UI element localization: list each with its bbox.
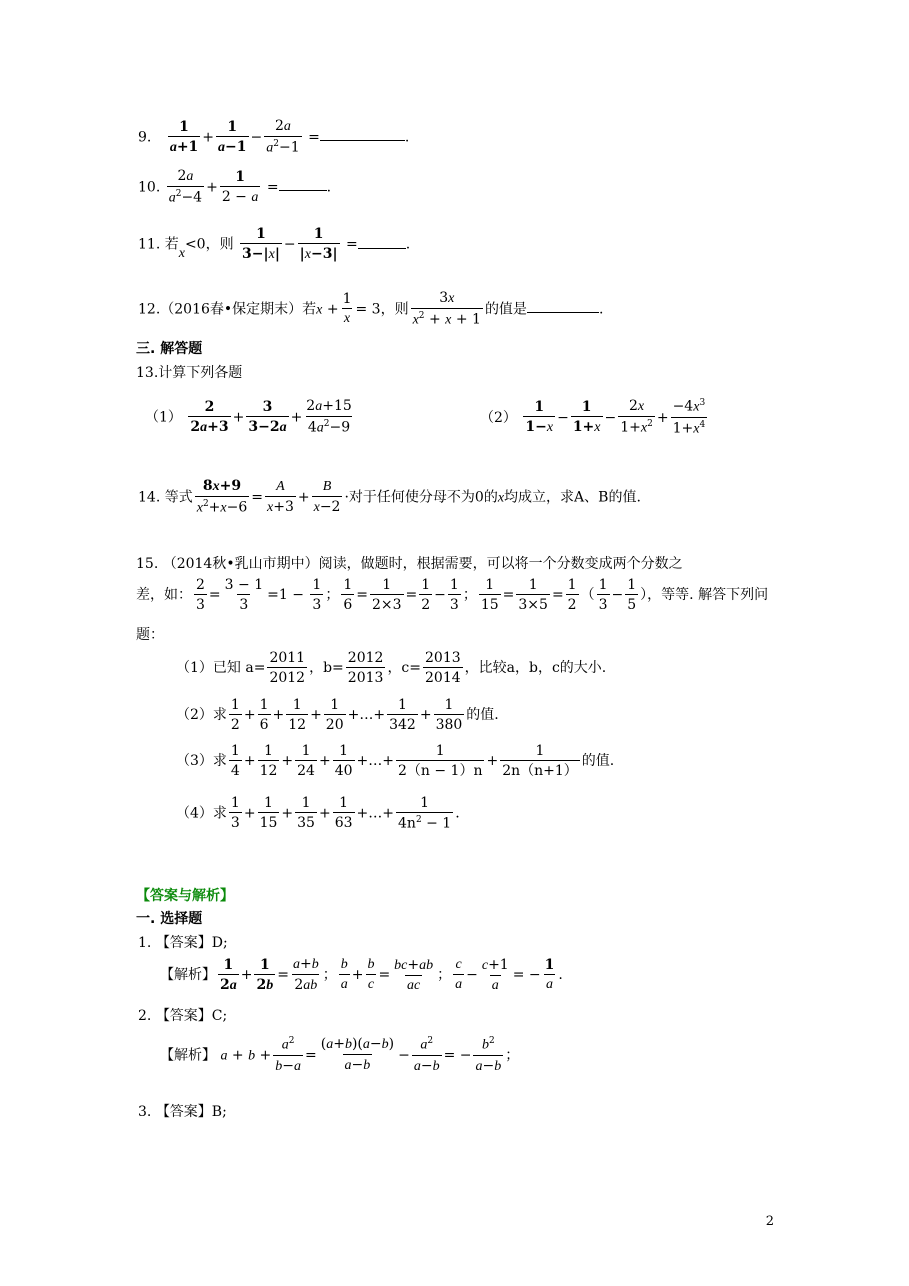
fraction: $\frac{2a}{a^2-1}$ [266,118,300,156]
fraction: $\frac{2012}{2013}$ [347,650,384,687]
q9-label: 9. [138,129,152,146]
question-15-line3: 题： [136,627,164,643]
fraction: $\frac{1}{6}$ [259,697,269,734]
fraction: $\frac{3x}{x^2 + x + 1}$ [412,290,481,328]
fraction: $\frac{A}{x+3}$ [267,478,294,515]
question-13-title: 13.计算下列各题 [136,365,243,381]
question-14: 14. 等式 $\frac{8x+9}{x^2+x-6}$ = $\frac{A}{x+3}$ + $\frac{B}{x-2}$ ·对于任何使分母不为0的x均成立，求A、B的值. [138,478,641,516]
fraction: $\frac{b}{a}$ [340,957,348,993]
fraction: $\frac{2011}{2012}$ [269,650,306,687]
fraction: $\frac{1}{x}$ [342,291,352,327]
fraction: $\frac{2}{3}$ [196,577,205,614]
fraction: $\frac{c}{a}$ [455,957,463,993]
fraction: $\frac{1}{35}$ [297,795,315,832]
question-15-sub4: （4）求 $\frac{1}{3}$ + $\frac{1}{15}$ + $\frac{1}{35}$ + $\frac{1}{63}$ +…+ $\frac{1}{4n^2 - 1}$ . [176,795,460,832]
fraction: $\frac{1}{2a}$ [220,956,237,993]
fraction: $\frac{3 - 1}{3}$ [224,577,264,614]
fraction: $\frac{1}{2b}$ [256,956,274,993]
question-15-sub2: （2）求 $\frac{1}{2}$ + $\frac{1}{6}$ + $\frac{1}{12}$ + $\frac{1}{20}$ +…+ $\frac{1}{342}$ + $\frac{1}{380}$ 的值. [176,697,499,734]
fraction: $\frac{1}{a}$ [544,957,555,993]
fraction: $\frac{a^2}{b-a}$ [275,1036,302,1074]
fraction: $\frac{a^2}{a-b}$ [413,1036,440,1074]
question-15-line1: 15. （2014秋•乳山市期中）阅读，做题时，根据需要，可以将一个分数变成两个分数之 [136,556,683,572]
question-15-sub1: （1）已知 a= $\frac{2011}{2012}$ ，b= $\frac{2012}{2013}$ ，c= $\frac{2013}{2014}$ ，比较a，b，c的大小. [176,650,607,687]
fraction: $\frac{c+1}{a}$ [481,956,509,993]
question-12: 12.（2016春•保定期末）若x + $\frac{1}{x}$ = 3，则 $\frac{3x}{x^2 + x + 1}$ 的值是 . [138,290,604,328]
question-13-part2: （2） $\frac{1}{1-x}$ − $\frac{1}{1+x}$ − $\frac{2x}{1+x^2}$ + $\frac{-4x^3}{1+x^4}$ [480,398,706,437]
answers-title: 【答案与解析】 [136,888,234,904]
fraction: $\frac{1}{12}$ [259,743,278,780]
fraction: $\frac{1}{3-|x|}$ [242,226,280,263]
fraction: $\frac{1}{40}$ [334,743,353,780]
fraction: $\frac{b}{c}$ [367,957,375,993]
fraction: $\frac{1}{1+x}$ [572,399,601,436]
fraction: $\frac{(a+b)(a-b)}{a-b}$ [320,1036,395,1074]
fraction: $\frac{1}{2}$ [230,697,240,734]
fraction: $\frac{1}{4n^2 - 1}$ [398,795,452,832]
answer-3: 3. 【答案】B; [138,1104,227,1120]
fraction: $\frac{1}{3}$ [230,795,240,832]
fraction: $\frac{1}{24}$ [297,743,315,780]
fraction: $\frac{3}{3-2a}$ [248,398,287,435]
answer-blank[interactable] [279,190,327,191]
fraction: $\frac{1}{3}$ [312,577,322,614]
fraction: $\frac{1}{|x-3|}$ [299,226,338,263]
fraction: $\frac{2}{2a+3}$ [190,398,229,435]
fraction: $\frac{1}{2}$ [421,577,431,614]
fraction: $\frac{1}{12}$ [288,697,307,734]
fraction: $\frac{8x+9}{x^2+x-6}$ [196,478,248,516]
fraction: $\frac{b^2}{a-b}$ [475,1036,502,1074]
section-heading: 三. 解答题 [136,341,203,357]
page-number: 2 [765,1214,774,1229]
fraction: $\frac{bc+ab}{ac}$ [394,956,434,993]
fraction: $\frac{1}{3\times 5}$ [518,577,548,614]
fraction: $\frac{1}{2\times 3}$ [371,577,402,614]
question-10: 10. $\frac{2a}{a^2-4}$ + $\frac{1}{2 - a}$ = . [138,168,332,206]
fraction: $\frac{1}{3}$ [449,577,459,614]
fraction: $\frac{B}{x-2}$ [313,478,341,515]
answer-blank[interactable] [527,312,599,313]
fraction: $\frac{2013}{2014}$ [425,650,461,687]
question-15-line2: 差，如： $\frac{2}{3}$ = $\frac{3 - 1}{3}$ =1 − $\frac{1}{3}$ ； $\frac{1}{6}$ = $\frac{1}{2\times 3}$ = $\frac{1}{2}$ − $\frac{1}{3}$ ； $\frac{1}{15}$ = $\frac{1}{3\times 5}$ = $\frac{1}{2}$ （ $\frac{1}{3}$ − $\frac{1}{5}$ ），等等. 解答下列问 [136,577,769,614]
section-heading: 一. 选择题 [136,911,203,927]
fraction: $\frac{1}{a+1}$ [169,118,199,155]
question-15-sub3: （3）求 $\frac{1}{4}$ + $\frac{1}{12}$ + $\frac{1}{24}$ + $\frac{1}{40}$ +…+ $\frac{1}{2(n - 1)n}$ + $\frac{1}{2n(n+1)}$ 的值. [176,743,615,780]
fraction: $\frac{1}{1-x}$ [525,399,554,436]
fraction: $\frac{1}{20}$ [325,697,344,734]
fraction: $\frac{1}{380}$ [435,697,463,734]
fraction: $\frac{1}{5}$ [627,577,637,614]
fraction: $\frac{1}{2n(n+1)}$ [502,743,578,780]
q11-label: 11. [138,236,161,253]
fraction: $\frac{-4x^3}{1+x^4}$ [672,398,706,437]
question-11: 11. 若x<0，则 $\frac{1}{3-|x|}$ − $\frac{1}{|x-3|}$ = . [138,226,411,263]
fraction: $\frac{2a+15}{4a^2-9}$ [306,398,352,436]
answer-blank[interactable] [358,248,406,249]
answer-1: 1. 【答案】D; [138,935,228,951]
answer-2-explanation: 【解析】 a + b + $\frac{a^2}{b-a}$ = $\frac{(a+b)(a-b)}{a-b}$ − $\frac{a^2}{a-b}$ = − $\frac{b^2}{a-b}$ ； [160,1036,520,1074]
fraction: $\frac{1}{3}$ [598,577,608,614]
q10-label: 10. [138,179,161,196]
answer-blank[interactable] [320,140,405,141]
fraction: $\frac{1}{6}$ [343,577,353,614]
fraction: $\frac{1}{a-1}$ [218,118,247,155]
fraction: $\frac{1}{2 - a}$ [221,168,259,205]
fraction: $\frac{2a}{a^2-4}$ [168,168,203,206]
fraction: $\frac{1}{2}$ [567,577,577,614]
fraction: $\frac{1}{342}$ [389,697,416,734]
fraction: $\frac{1}{4}$ [230,743,240,780]
q12-label: 12. [138,301,161,318]
fraction: $\frac{a+b}{2ab}$ [292,956,319,994]
fraction: $\frac{1}{63}$ [334,795,353,832]
question-13-part1: （1） $\frac{2}{2a+3}$ + $\frac{3}{3-2a}$ + $\frac{2a+15}{4a^2-9}$ [145,398,352,436]
fraction: $\frac{1}{2(n - 1)n}$ [398,743,483,780]
question-9: 9. $\frac{1}{a+1}$ + $\frac{1}{a-1}$ − $\frac{2a}{a^2-1}$ = . [138,118,410,156]
answer-2: 2. 【答案】C; [138,1008,228,1024]
fraction: $\frac{2x}{1+x^2}$ [620,398,653,437]
answer-1-explanation: 【解析】 $\frac{1}{2a}$ + $\frac{1}{2b}$ = $\frac{a+b}{2ab}$ ； $\frac{b}{a}$ + $\frac{b}{c}$ = $\frac{bc+ab}{ac}$ ； $\frac{c}{a}$ − $\frac{c+1}{a}$ = − $\frac{1}{a}$ . [160,956,563,994]
fraction: $\frac{1}{15}$ [259,795,278,832]
fraction: $\frac{1}{15}$ [480,577,499,614]
